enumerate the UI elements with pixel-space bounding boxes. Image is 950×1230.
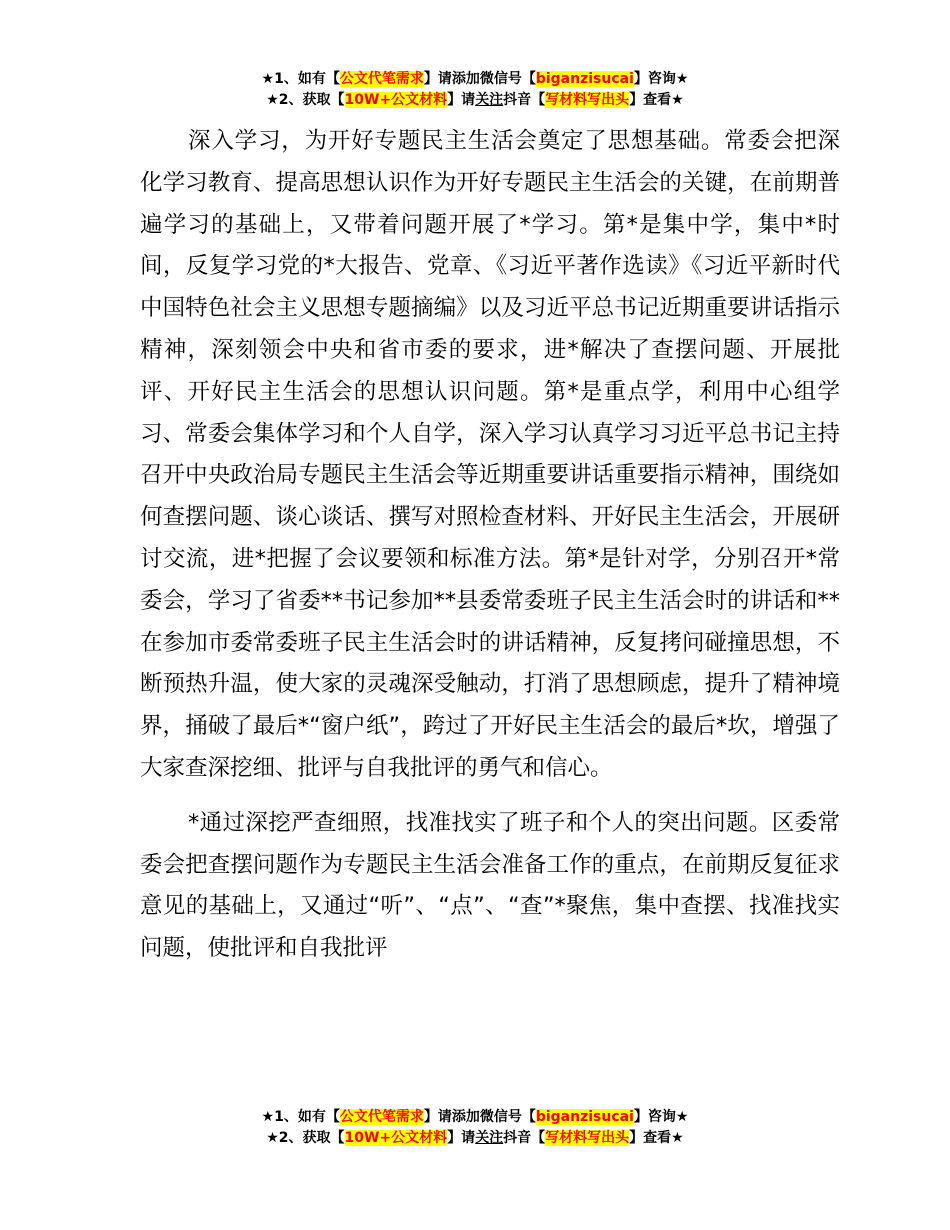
- footer-banner: [0, 1107, 950, 1149]
- header-highlight-ghostwriting: 公文代笔需求: [339, 71, 424, 87]
- header-line-1-emph: 添加: [451, 71, 480, 87]
- header-banner: [0, 69, 950, 111]
- footer-highlight-ghostwriting: 公文代笔需求: [339, 1109, 424, 1125]
- header-line-1: [0, 69, 950, 90]
- footer-highlight-douyin: 写材料写出头: [545, 1130, 630, 1146]
- header-line-1-middle: 】请: [423, 71, 452, 87]
- footer-line-1-middle: 】请: [423, 1109, 452, 1125]
- header-line-2-middle: 】请: [447, 92, 476, 108]
- footer-line-1-prefix: ★1、如有【: [261, 1109, 340, 1125]
- footer-line-2-emph: 关注: [475, 1130, 504, 1146]
- footer-highlight-materials: 10W+公文材料: [344, 1130, 448, 1146]
- header-line-1-prefix: ★1、如有【: [261, 71, 340, 87]
- footer-line-2-middle-2: 抖音【: [503, 1130, 546, 1146]
- header-highlight-douyin: 写材料写出头: [545, 92, 630, 108]
- footer-line-1: [0, 1107, 950, 1128]
- header-line-2: [0, 90, 950, 111]
- document-body: [140, 121, 840, 970]
- footer-line-2-suffix: 】查看★: [629, 1130, 684, 1146]
- header-line-2-suffix: 】查看★: [629, 92, 684, 108]
- header-line-2-middle-2: 抖音【: [503, 92, 546, 108]
- footer-line-2-middle: 】请: [447, 1130, 476, 1146]
- header-highlight-materials: 10W+公文材料: [344, 92, 448, 108]
- footer-line-2: [0, 1128, 950, 1149]
- footer-line-2-prefix: ★2、获取【: [266, 1130, 345, 1146]
- header-line-2-prefix: ★2、获取【: [266, 92, 345, 108]
- footer-line-1-suffix: 】咨询★: [633, 1109, 689, 1125]
- header-highlight-wechat-id: biganzisucai: [535, 71, 634, 87]
- footer-line-1-middle-2: 微信号【: [479, 1109, 536, 1125]
- header-line-1-suffix: 】咨询★: [633, 71, 689, 87]
- header-line-2-emph: 关注: [475, 92, 504, 108]
- header-line-1-middle-2: 微信号【: [479, 71, 536, 87]
- paragraph-problems: *通过深挖严查细照，找准找实了班子和个人的突出问题。区委常委会把查摆问题作为专题民主生活会准备工作的重点，在前期反复征求意见的基础上，又通过“听”、“点”、“查”*聚焦，集中查摆、找准找实问题，使批评和自我批评: [140, 809, 840, 962]
- paragraph-study: 深入学习，为开好专题民主生活会奠定了思想基础。常委会把深化学习教育、提高思想认识作为开好专题民主生活会的关键，在前期普遍学习的基础上，又带着问题开展了*学习。第*是集中学，集中*时间，反复学习党的*大报告、党章、《习近平著作选读》《习近平新时代中国特色社会主义思想专题摘编》以及习近平总书记近期重要讲话指示精神，深刻领会中央和省市委的要求，进*解决了查摆问题、开展批评、开好民主生活会的思想认识问题。第*是重点学，利用中心组学习、常委会集体学习和个人自学，深入学习认真学习习近平总书记主持召开中央政治局专题民主生活会等近期重要讲话重要指示精神，围绕如何查摆问题、谈心谈话、撰写对照检查材料、开好民主生活会，开展研讨交流，进*把握了会议要领和标准方法。第*是针对学，分别召开*常委会，学习了省委**书记参加**县委常委班子民主生活会时的讲话和**在参加市委常委班子民主生活会时的讲话精神，反复拷问碰撞思想，不断预热升温，使大家的灵魂深受触动，打消了思想顾虑，提升了精神境界，捅破了最后*“窗户纸”，跨过了开好民主生活会的最后*坎，增强了大家查深挖细、批评与自我批评的勇气和信心。: [140, 128, 840, 781]
- footer-highlight-wechat-id: biganzisucai: [535, 1109, 634, 1125]
- footer-line-1-emph: 添加: [451, 1109, 480, 1125]
